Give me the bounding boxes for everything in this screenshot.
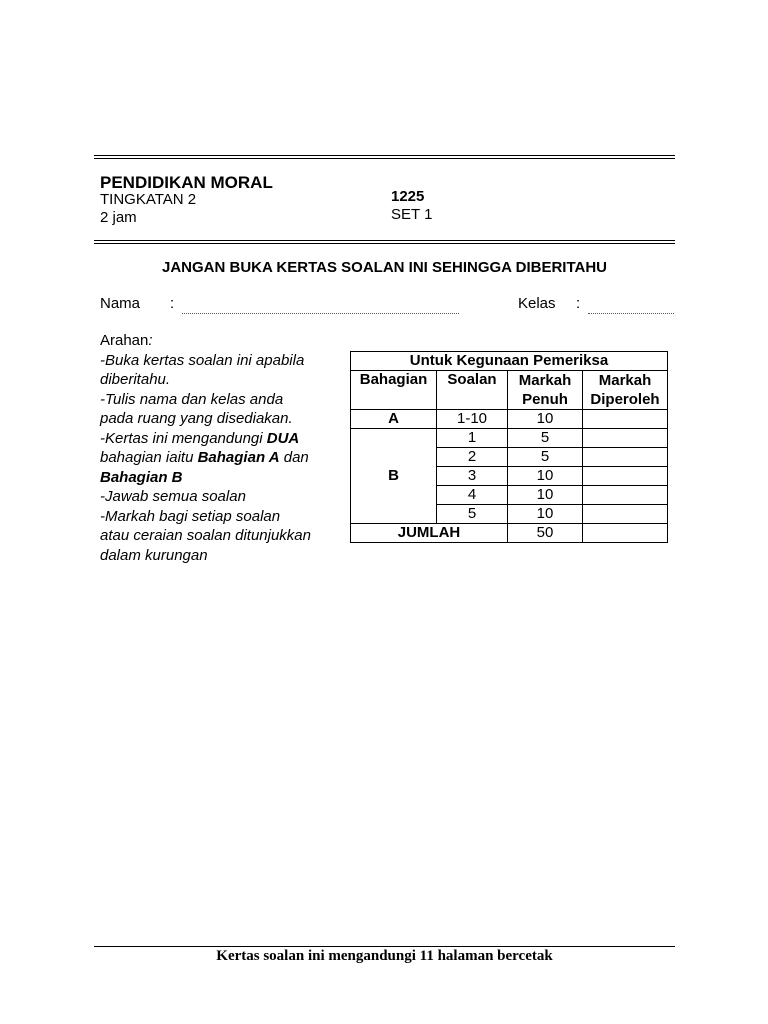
table-row-total [351, 524, 668, 543]
header-top-rule-1 [94, 155, 675, 156]
b-full-marks: 10 [508, 486, 583, 505]
b-question: 2 [437, 448, 508, 467]
b-full-marks: 5 [508, 429, 583, 448]
header-bottom-rule-1 [94, 240, 675, 241]
table-title: Untuk Kegunaan Pemeriksa [351, 352, 668, 371]
instruction-line: -Jawab semua soalan [100, 488, 246, 505]
instruction-emphasis: Bahagian A [197, 449, 280, 466]
b-question: 1 [437, 429, 508, 448]
instruction-line [100, 429, 340, 449]
class-field[interactable] [588, 313, 674, 314]
a-full-marks: 10 [508, 410, 583, 429]
instruction-line: -Tulis nama dan kelas anda [100, 390, 284, 408]
instructions-title [100, 331, 340, 351]
col-header-obtained-2: Diperoleh [590, 391, 660, 408]
paper-set: SET 1 [391, 206, 433, 223]
paper-code: 1225 [391, 188, 425, 205]
col-header-full-marks [508, 371, 583, 410]
a-questions: 1-10 [437, 410, 508, 429]
instruction-text: dan [279, 449, 309, 466]
instruction-emphasis: DUA [266, 429, 300, 447]
total-label: JUMLAH [351, 524, 508, 543]
col-header-obtained-marks [583, 371, 668, 410]
b-obtained-marks[interactable] [583, 505, 668, 524]
b-question: 3 [437, 467, 508, 486]
total-obtained-marks[interactable] [583, 524, 668, 543]
col-header-question: Soalan [437, 371, 508, 410]
instructions-title-text: Arahan [100, 332, 149, 349]
instruction-line: dalam kurungan [100, 546, 208, 564]
name-label: Nama [100, 295, 141, 312]
form-level: TINGKATAN 2 [100, 191, 197, 208]
b-question: 5 [437, 505, 508, 524]
instruction-text: bahagian iaitu [100, 449, 198, 466]
instruction-line: -Buka kertas soalan ini apabila [100, 351, 305, 369]
instruction-line: -Markah bagi setiap soalan [100, 507, 281, 525]
footer-rule [94, 946, 675, 947]
instruction-line: pada ruang yang disediakan. [100, 410, 293, 427]
col-header-full-2: Penuh [522, 391, 568, 408]
instruction-line: diberitahu. [100, 371, 171, 388]
b-obtained-marks[interactable] [583, 467, 668, 486]
b-obtained-marks[interactable] [583, 429, 668, 448]
table-row [351, 429, 668, 448]
name-colon: : [170, 295, 175, 312]
class-colon: : [576, 295, 581, 312]
b-obtained-marks[interactable] [583, 486, 668, 505]
b-question: 4 [437, 486, 508, 505]
duration: 2 jam [100, 209, 137, 226]
instruction-line [100, 448, 340, 468]
examiner-table [350, 351, 668, 543]
warning-text: JANGAN BUKA KERTAS SOALAN INI SEHINGGA DIBERITAHU [161, 259, 607, 276]
header-bottom-rule-2 [94, 243, 675, 244]
col-header-obtained-1: Markah [598, 372, 652, 389]
b-full-marks: 10 [508, 467, 583, 486]
instructions [100, 331, 340, 565]
footer-text: Kertas soalan ini mengandungi 11 halaman bercetak [216, 948, 553, 964]
col-header-section: Bahagian [351, 371, 437, 410]
instruction-text: -Kertas ini mengandungi [100, 429, 267, 447]
total-full-marks: 50 [508, 524, 583, 543]
b-full-marks: 5 [508, 448, 583, 467]
col-header-full-1: Markah [518, 372, 572, 389]
a-obtained-marks[interactable] [583, 410, 668, 429]
instructions-title-colon: : [148, 332, 153, 349]
instruction-line: Bahagian B [100, 468, 183, 486]
section-b: B [351, 429, 437, 524]
class-label: Kelas [518, 295, 556, 312]
table-row [351, 410, 668, 429]
header-top-rule-2 [94, 158, 675, 159]
instruction-line: atau ceraian soalan ditunjukkan [100, 527, 311, 544]
section-a: A [351, 410, 437, 429]
b-obtained-marks[interactable] [583, 448, 668, 467]
b-full-marks: 10 [508, 505, 583, 524]
subject-title: PENDIDIKAN MORAL [100, 173, 273, 192]
name-field[interactable] [182, 313, 459, 314]
